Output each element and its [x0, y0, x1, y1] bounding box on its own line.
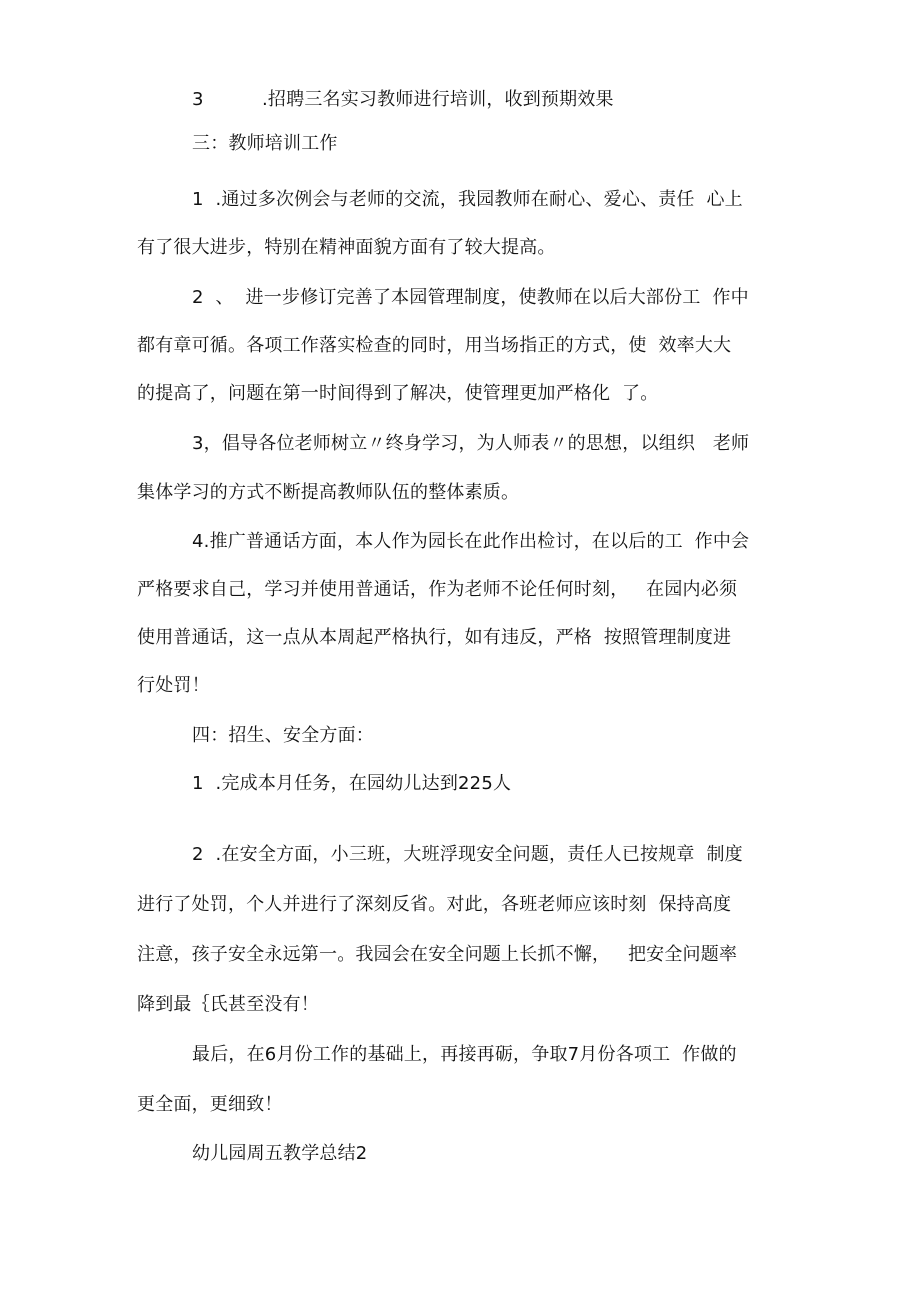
final-paragraph-line-1: 最后，在6月份工作的基础上，再接再砺，争取7月份各项工 作做的: [192, 1044, 737, 1065]
section-4-item-2-line-2: 进行了处罚，个人并进行了深刻反省。对此，各班老师应该时刻 保持高度: [137, 894, 732, 915]
paragraph-3-line-2: 集体学习的方式不断提高教师队伍的整体素质。: [137, 482, 520, 503]
section-4-item-1: 1 .完成本月任务，在园幼儿达到225人: [192, 773, 512, 794]
section-3-heading: 三：教师培训工作: [192, 133, 338, 154]
next-section-title: 幼儿园周五教学总结2: [192, 1143, 368, 1164]
section-4-item-2-line-1: 2 .在安全方面，小三班，大班浮现安全问题，责任人已按规章 制度: [192, 844, 743, 865]
final-paragraph-line-2: 更全面，更细致！: [137, 1094, 283, 1115]
item-3-number: 3: [192, 89, 204, 110]
paragraph-4-line-4: 行处罚！: [137, 675, 210, 696]
item-3-text: .招聘三名实习教师进行培训，收到预期效果: [262, 89, 614, 110]
paragraph-2-line-3: 的提高了，问题在第一时间得到了解决，使管理更加严格化 了。: [137, 383, 659, 404]
paragraph-1-line-1: 1 .通过多次例会与老师的交流，我园教师在耐心、爱心、责任 心上: [192, 189, 743, 210]
paragraph-1-line-2: 有了很大进步，特别在精神面貌方面有了较大提高。: [137, 237, 556, 258]
item-3-line: [192, 88, 614, 112]
paragraph-2-line-2: 都有章可循。各项工作落实检查的同时，用当场指正的方式，使 效率大大: [137, 335, 732, 356]
paragraph-4-line-3: 使用普通话，这一点从本周起严格执行，如有违反，严格 按照管理制度进: [137, 627, 732, 648]
section-4-item-2-line-3: 注意，孩子安全永远第一。我园会在安全问题上长抓不懈， 把安全问题率: [137, 944, 738, 965]
paragraph-4-line-1: 4.推广普通话方面，本人作为园长在此作出检讨，在以后的工 作中会: [192, 531, 750, 552]
section-4-item-2-line-4: 降到最｛氏甚至没有！: [137, 994, 319, 1015]
paragraph-3-line-1: 3，倡导各位老师树立〃终身学习，为人师表〃的思想，以组织 老师: [192, 433, 750, 454]
paragraph-4-line-2: 严格要求自己，学习并使用普通话，作为老师不论任何时刻， 在园内必须: [137, 579, 738, 600]
section-4-heading: 四：招生、安全方面：: [192, 725, 374, 746]
paragraph-2-line-1: 2 、 进一步修订完善了本园管理制度，使教师在以后大部份工 作中: [192, 287, 749, 308]
